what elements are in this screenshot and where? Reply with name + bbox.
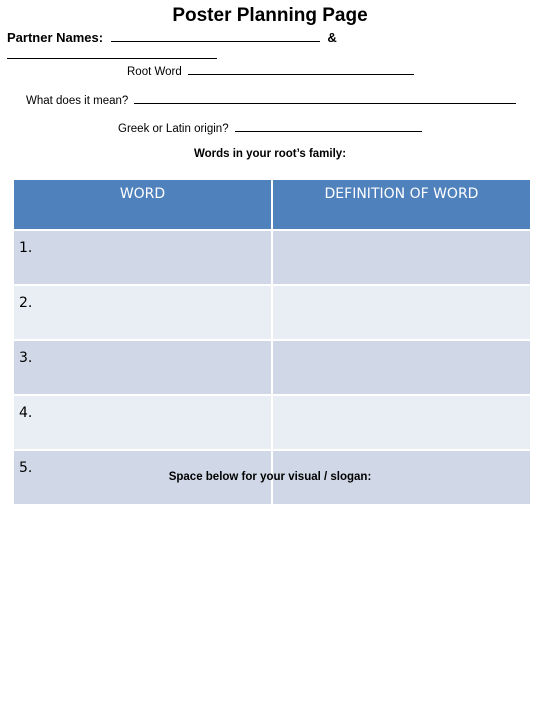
meaning-label: What does it mean? [26,95,129,107]
definition-column-header: DEFINITION OF WORD [272,179,531,230]
meaning-blank[interactable] [134,92,516,104]
definition-cell[interactable] [272,340,531,395]
word-cell[interactable]: 3. [13,340,272,395]
root-word-label: Root Word [127,66,182,78]
table-row [13,285,531,340]
definition-cell[interactable] [272,395,531,450]
visual-prompt: Space below for your visual / slogan: [168,471,372,483]
word-column-header: WORD [13,179,272,230]
root-word-blank[interactable] [188,63,414,75]
word-cell[interactable]: 2. [13,285,272,340]
origin-blank[interactable] [235,120,422,132]
family-heading: Words in your root’s family: [193,148,347,160]
partner-name-2-blank[interactable] [7,58,217,59]
page-title: Poster Planning Page [172,5,368,26]
partner-name-1-blank[interactable] [111,30,320,42]
word-cell[interactable]: 4. [13,395,272,450]
word-cell[interactable]: 5. [13,450,272,505]
root-word-row [127,63,414,78]
table-row [13,395,531,450]
origin-label: Greek or Latin origin? [118,123,229,135]
meaning-row [26,92,516,107]
word-cell[interactable]: 1. [13,230,272,285]
word-family-table [12,178,532,506]
partner-joiner: & [327,30,337,45]
partner-names-row [7,30,337,45]
table-row [13,230,531,285]
table-header-row [13,179,531,230]
definition-cell[interactable] [272,285,531,340]
table-row [13,340,531,395]
definition-cell[interactable] [272,230,531,285]
partner-names-label: Partner Names: [7,30,104,45]
origin-row [118,120,422,135]
